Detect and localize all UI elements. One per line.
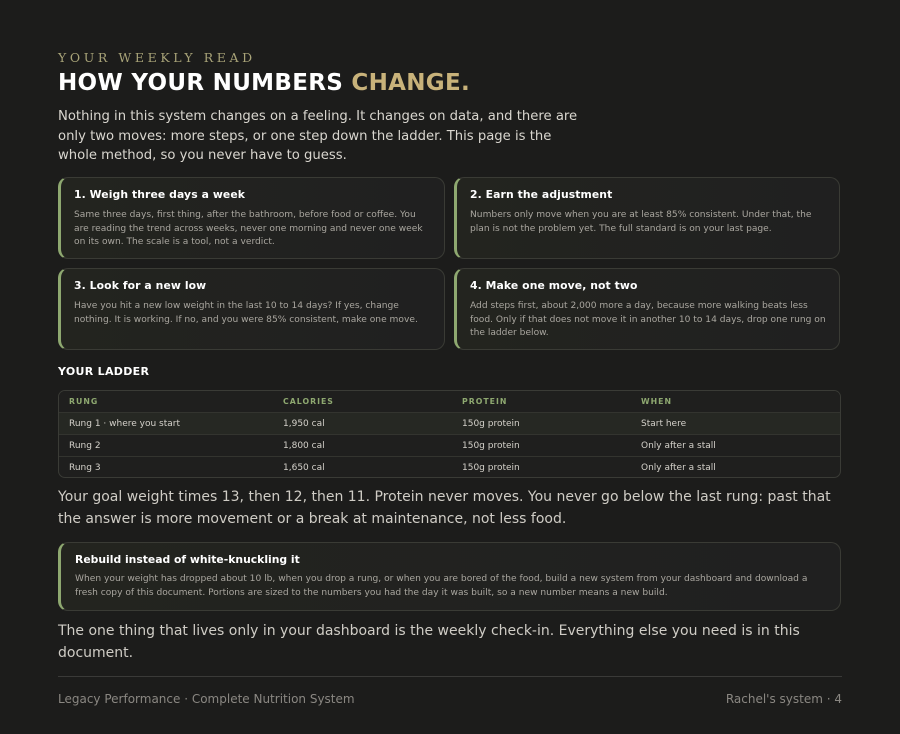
column-header: RUNG (69, 397, 99, 406)
title-accent: CHANGE. (351, 70, 471, 96)
step-body: Same three days, first thing, after the bathroom, before food or coffee. You are reading the trend across weeks, never one morning and never one week on its own. The scale is a tool, not a verdict. (74, 210, 423, 248)
table-cell: Rung 2 (69, 441, 101, 451)
step-card-1 (58, 177, 445, 259)
column-header: CALORIES (283, 397, 334, 406)
footer-page-label: Rachel's system · 4 (725, 692, 842, 706)
step-title: 4. Make one move, not two (470, 279, 638, 292)
rebuild-callout (58, 542, 841, 611)
table-row (59, 413, 840, 435)
callout-title: Rebuild instead of white-knuckling it (75, 553, 300, 566)
closing-paragraph: The one thing that lives only in your dashboard is the weekly check-in. Everything else you need is in this document. (58, 623, 800, 661)
step-title: 1. Weigh three days a week (74, 188, 246, 201)
table-row (59, 457, 840, 478)
table-cell: 1,800 cal (283, 441, 325, 451)
step-body: Add steps first, about 2,000 more a day, because more walking beats less food. Only if that does not move it in another 10 to 14 days, drop one rung on the ladder below. (470, 301, 826, 339)
step-body: Have you hit a new low weight in the last 10 to 14 days? If yes, change nothing. It is working. If no, and you were 85% consistent, make one move. (74, 301, 418, 325)
table-cell: Rung 3 (69, 463, 101, 473)
table-cell: 150g protein (462, 441, 520, 451)
column-header: WHEN (641, 397, 672, 406)
page (58, 0, 842, 734)
table-row (59, 435, 840, 457)
title-main: HOW YOUR NUMBERS (58, 70, 352, 96)
callout-body: When your weight has dropped about 10 lb, when you drop a rung, or when you are bored of the food, build a new system from your dashboard and download a fresh copy of this document. Portions are sized to the numbers you had the day it was built, so a new number means a new build. (75, 574, 808, 598)
eyebrow: YOUR WEEKLY READ (58, 50, 256, 65)
ladder-note: Your goal weight times 13, then 12, then 11. Protein never moves. You never go below the last rung: past that the answer is more movement or a break at maintenance, not less food. (58, 489, 831, 527)
step-card-4 (454, 268, 840, 350)
page-title (58, 70, 470, 96)
table-cell: 150g protein (462, 419, 520, 429)
table-cell: Only after a stall (641, 463, 716, 473)
footer-divider (58, 676, 842, 677)
table-cell: Rung 1 · where you start (69, 419, 181, 429)
step-card-2 (454, 177, 840, 259)
table-header-row (59, 391, 840, 413)
table-cell: 1,650 cal (283, 463, 325, 473)
table-cell: Only after a stall (641, 441, 716, 451)
step-card-3 (58, 268, 445, 350)
column-header: PROTEIN (462, 397, 508, 406)
table-cell: 1,950 cal (283, 419, 325, 429)
step-body: Numbers only move when you are at least 85% consistent. Under that, the plan is not the problem yet. The full standard is on your last page. (470, 210, 812, 234)
table-cell: Start here (641, 419, 687, 429)
footer-brand: Legacy Performance · Complete Nutrition System (58, 692, 355, 706)
intro-paragraph: Nothing in this system changes on a feeling. It changes on data, and there are only two moves: more steps, or one step down the ladder. This page is the whole method, so you never have to guess. (58, 109, 578, 163)
table-cell: 150g protein (462, 463, 520, 473)
ladder-title: YOUR LADDER (58, 365, 150, 378)
step-title: 3. Look for a new low (74, 279, 207, 292)
step-title: 2. Earn the adjustment (470, 188, 613, 201)
ladder-table (58, 390, 841, 478)
